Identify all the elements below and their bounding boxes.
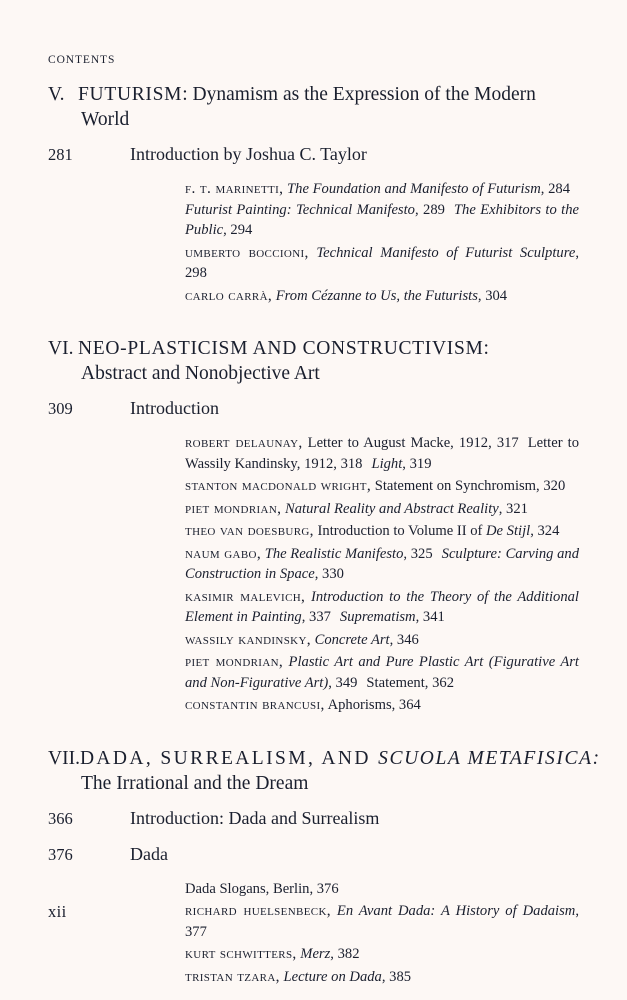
work-page-number: 346 (396, 631, 419, 648)
entry-label: Dada (130, 843, 168, 864)
work-title: Letter to August Macke, 1912 (307, 435, 489, 451)
part-numeral: VII. (48, 747, 80, 769)
part-section (48, 746, 601, 988)
work-title: Dada Slogans, Berlin (185, 880, 310, 897)
sub-entry[interactable]: richard huelsenbeck, En Avant Dada: A History of Dadaism, 377 (185, 902, 579, 940)
contents-entry[interactable] (48, 395, 579, 422)
sub-entry-author: kasimir malevich, (185, 587, 306, 605)
page-folio: xii (48, 902, 67, 921)
entry-page-number: 366 (48, 808, 73, 828)
sub-entry-author: umberto boccioni, (185, 243, 309, 261)
work-title: Aphorisms (327, 697, 392, 713)
sub-entry-block (185, 433, 579, 716)
work-title: Lecture on Dada (283, 968, 382, 985)
entry-label: Introduction by Joshua C. Taylor (130, 144, 367, 164)
sub-entry-author: stanton macdonald wright, (185, 477, 372, 494)
entry-label: Introduction: Dada and Surrealism (130, 807, 380, 828)
sub-entry-block (185, 879, 579, 988)
work-title: Letter to Wassily Kandinsky, 1912 (185, 435, 579, 472)
work-page-number: 349 (335, 674, 358, 691)
part-numeral: V. (48, 84, 65, 105)
work-title: Technical Manifesto of Futurist Sculpture (316, 244, 576, 261)
contents-entry[interactable] (48, 841, 579, 868)
work-title: Natural Reality and Abstract Reality (284, 500, 499, 517)
work-page-number: 319 (409, 455, 432, 472)
work-title: The Foundation and Manifesto of Futurism (287, 181, 541, 197)
work-page-number: 385 (389, 968, 412, 985)
work-title: Introduction to Volume II of (317, 523, 487, 539)
sub-entry[interactable]: kasimir malevich, Introduction to the Theory of the Additional Element in Painting, 337 Suprematism, 341 (185, 587, 579, 625)
work-page-number: 330 (322, 566, 344, 582)
sub-entry-author: richard huelsenbeck, (185, 902, 331, 919)
sub-entry[interactable]: piet mondrian, Plastic Art and Pure Plastic Art (Figurative Art and Non-Figurative Art), 349 Statement, 362 (185, 653, 579, 691)
work-page-number: 325 (410, 545, 433, 562)
running-head: CONTENTS (48, 54, 116, 66)
work-title: From Cézanne to Us, the Futurists (275, 287, 478, 304)
work-title: Light (371, 455, 403, 472)
part-title-rest: : Dynamism as the Expression of the Modern (182, 84, 536, 105)
work-page-number: 364 (398, 697, 421, 713)
sub-entry[interactable]: robert delaunay, Letter to August Macke, 1912, 317 Letter to Wassily Kandinsky, 1912, 318 Light, 319 (185, 434, 579, 472)
part-heading (48, 746, 601, 796)
work-page-number: 376 (316, 880, 339, 897)
contents-entry[interactable] (48, 141, 579, 168)
part-title-caps: NEO-PLASTICISM AND CONSTRUCTIVISM: (78, 338, 490, 359)
work-page-number: 341 (422, 609, 445, 625)
work-page-number: 294 (230, 222, 253, 238)
sub-entry[interactable]: carlo carrà, From Cézanne to Us, the Futurists, 304 (185, 286, 508, 304)
work-title: Suprematism (339, 609, 416, 625)
sub-entry-author: theo van doesburg, (185, 522, 314, 539)
work-page-number: 377 (185, 923, 207, 940)
part-numeral: VI. (48, 338, 74, 359)
work-title: Statement on Synchromism (374, 478, 537, 494)
work-title: Introduction to the Theory of the Additional Element in Painting (185, 588, 579, 625)
sub-entry[interactable]: piet mondrian, Natural Reality and Abstract Reality, 321 (185, 499, 528, 517)
work-page-number: 382 (337, 946, 360, 962)
sub-entry[interactable]: f. t. marinetti, The Foundation and Manifesto of Futurism, 284Futurist Painting: Technical Manifesto, 289 The Exhibitors to the Public, 294 (185, 180, 579, 238)
part-section (48, 336, 579, 716)
part-title-italic-caps: SCUOLA METAFISICA: (378, 747, 601, 769)
entry-page-number: 376 (48, 844, 73, 864)
part-heading (48, 82, 579, 132)
sub-entry-author: naum gabo, (185, 544, 262, 562)
work-page-number: 337 (309, 609, 331, 625)
sub-entry[interactable]: kurt schwitters, Merz, 382 (185, 945, 360, 962)
sub-entry-author: robert delaunay, (185, 434, 303, 451)
work-title-italic-tail: De Stijl (486, 523, 531, 539)
sub-entry[interactable]: naum gabo, The Realistic Manifesto, 325 Sculpture: Carving and Construction in Space, 330 (185, 544, 579, 582)
work-title: Sculpture: Carving and Construction in Space (185, 545, 579, 582)
sub-entry-author: carlo carrà, (185, 286, 273, 304)
sub-entry-author: f. t. marinetti, (185, 180, 284, 197)
entry-page-number: 281 (48, 145, 73, 164)
sub-entry-author: piet mondrian, (185, 499, 282, 517)
part-section (48, 82, 579, 306)
work-page-number: 304 (485, 287, 508, 304)
part-subtitle: The Irrational and the Dream (81, 772, 309, 794)
sub-entry-author: tristan tzara, (185, 967, 280, 985)
sub-entry[interactable]: umberto boccioni, Technical Manifesto of Futurist Sculpture, 298 (185, 243, 579, 281)
contents-entry[interactable] (48, 805, 579, 832)
work-title: Statement (366, 674, 425, 691)
part-title-caps: FUTURISM (78, 84, 183, 105)
contents-body (48, 82, 601, 987)
work-page-number: 321 (506, 500, 528, 517)
work-page-number: 324 (537, 523, 560, 539)
work-title: Futurist Painting: Technical Manifesto (185, 201, 415, 218)
sub-entry-author: wassily kandinsky, (185, 630, 311, 648)
part-title-caps: DADA, SURREALISM, AND (79, 747, 379, 769)
sub-entry-author: kurt schwitters, (185, 945, 297, 962)
work-page-number: 298 (185, 265, 207, 281)
entry-page-number: 309 (48, 399, 73, 418)
work-page-number: 284 (548, 181, 570, 197)
sub-entry[interactable]: tristan tzara, Lecture on Dada, 385 (185, 967, 412, 985)
work-title: The Exhibitors to the Public (185, 201, 579, 238)
work-page-number: 289 (423, 201, 445, 218)
sub-entry-block (185, 179, 579, 306)
part-subtitle: Abstract and Nonobjective Art (81, 363, 320, 384)
work-title: The Realistic Manifesto (264, 545, 404, 562)
sub-entry[interactable]: stanton macdonald wright, Statement on Synchromism, 320 (185, 477, 566, 494)
sub-entry-author: piet mondrian, (185, 653, 284, 670)
work-title: En Avant Dada: A History of Dadaism (336, 903, 576, 919)
work-page-number: 320 (543, 478, 566, 494)
part-subtitle: World (81, 109, 130, 130)
work-page-number: 317 (496, 435, 519, 451)
part-heading (48, 336, 579, 386)
work-page-number: 318 (340, 455, 363, 472)
work-title: Concrete Art (314, 631, 390, 648)
sub-entry[interactable]: Dada Slogans, Berlin, 376 (185, 880, 339, 897)
entry-label: Introduction (130, 398, 219, 418)
sub-entry[interactable]: wassily kandinsky, Concrete Art, 346 (185, 630, 419, 648)
sub-entry[interactable]: constantin brancusi, Aphorisms, 364 (185, 696, 421, 713)
work-page-number: 362 (432, 674, 454, 691)
sub-entry-author: constantin brancusi, (185, 696, 325, 713)
work-title: Merz (300, 946, 331, 962)
work-title: Plastic Art and Pure Plastic Art (Figurative Art and Non-Figurative Art) (185, 654, 579, 691)
sub-entry[interactable]: theo van doesburg, Introduction to Volume II of De Stijl, 324 (185, 522, 560, 539)
